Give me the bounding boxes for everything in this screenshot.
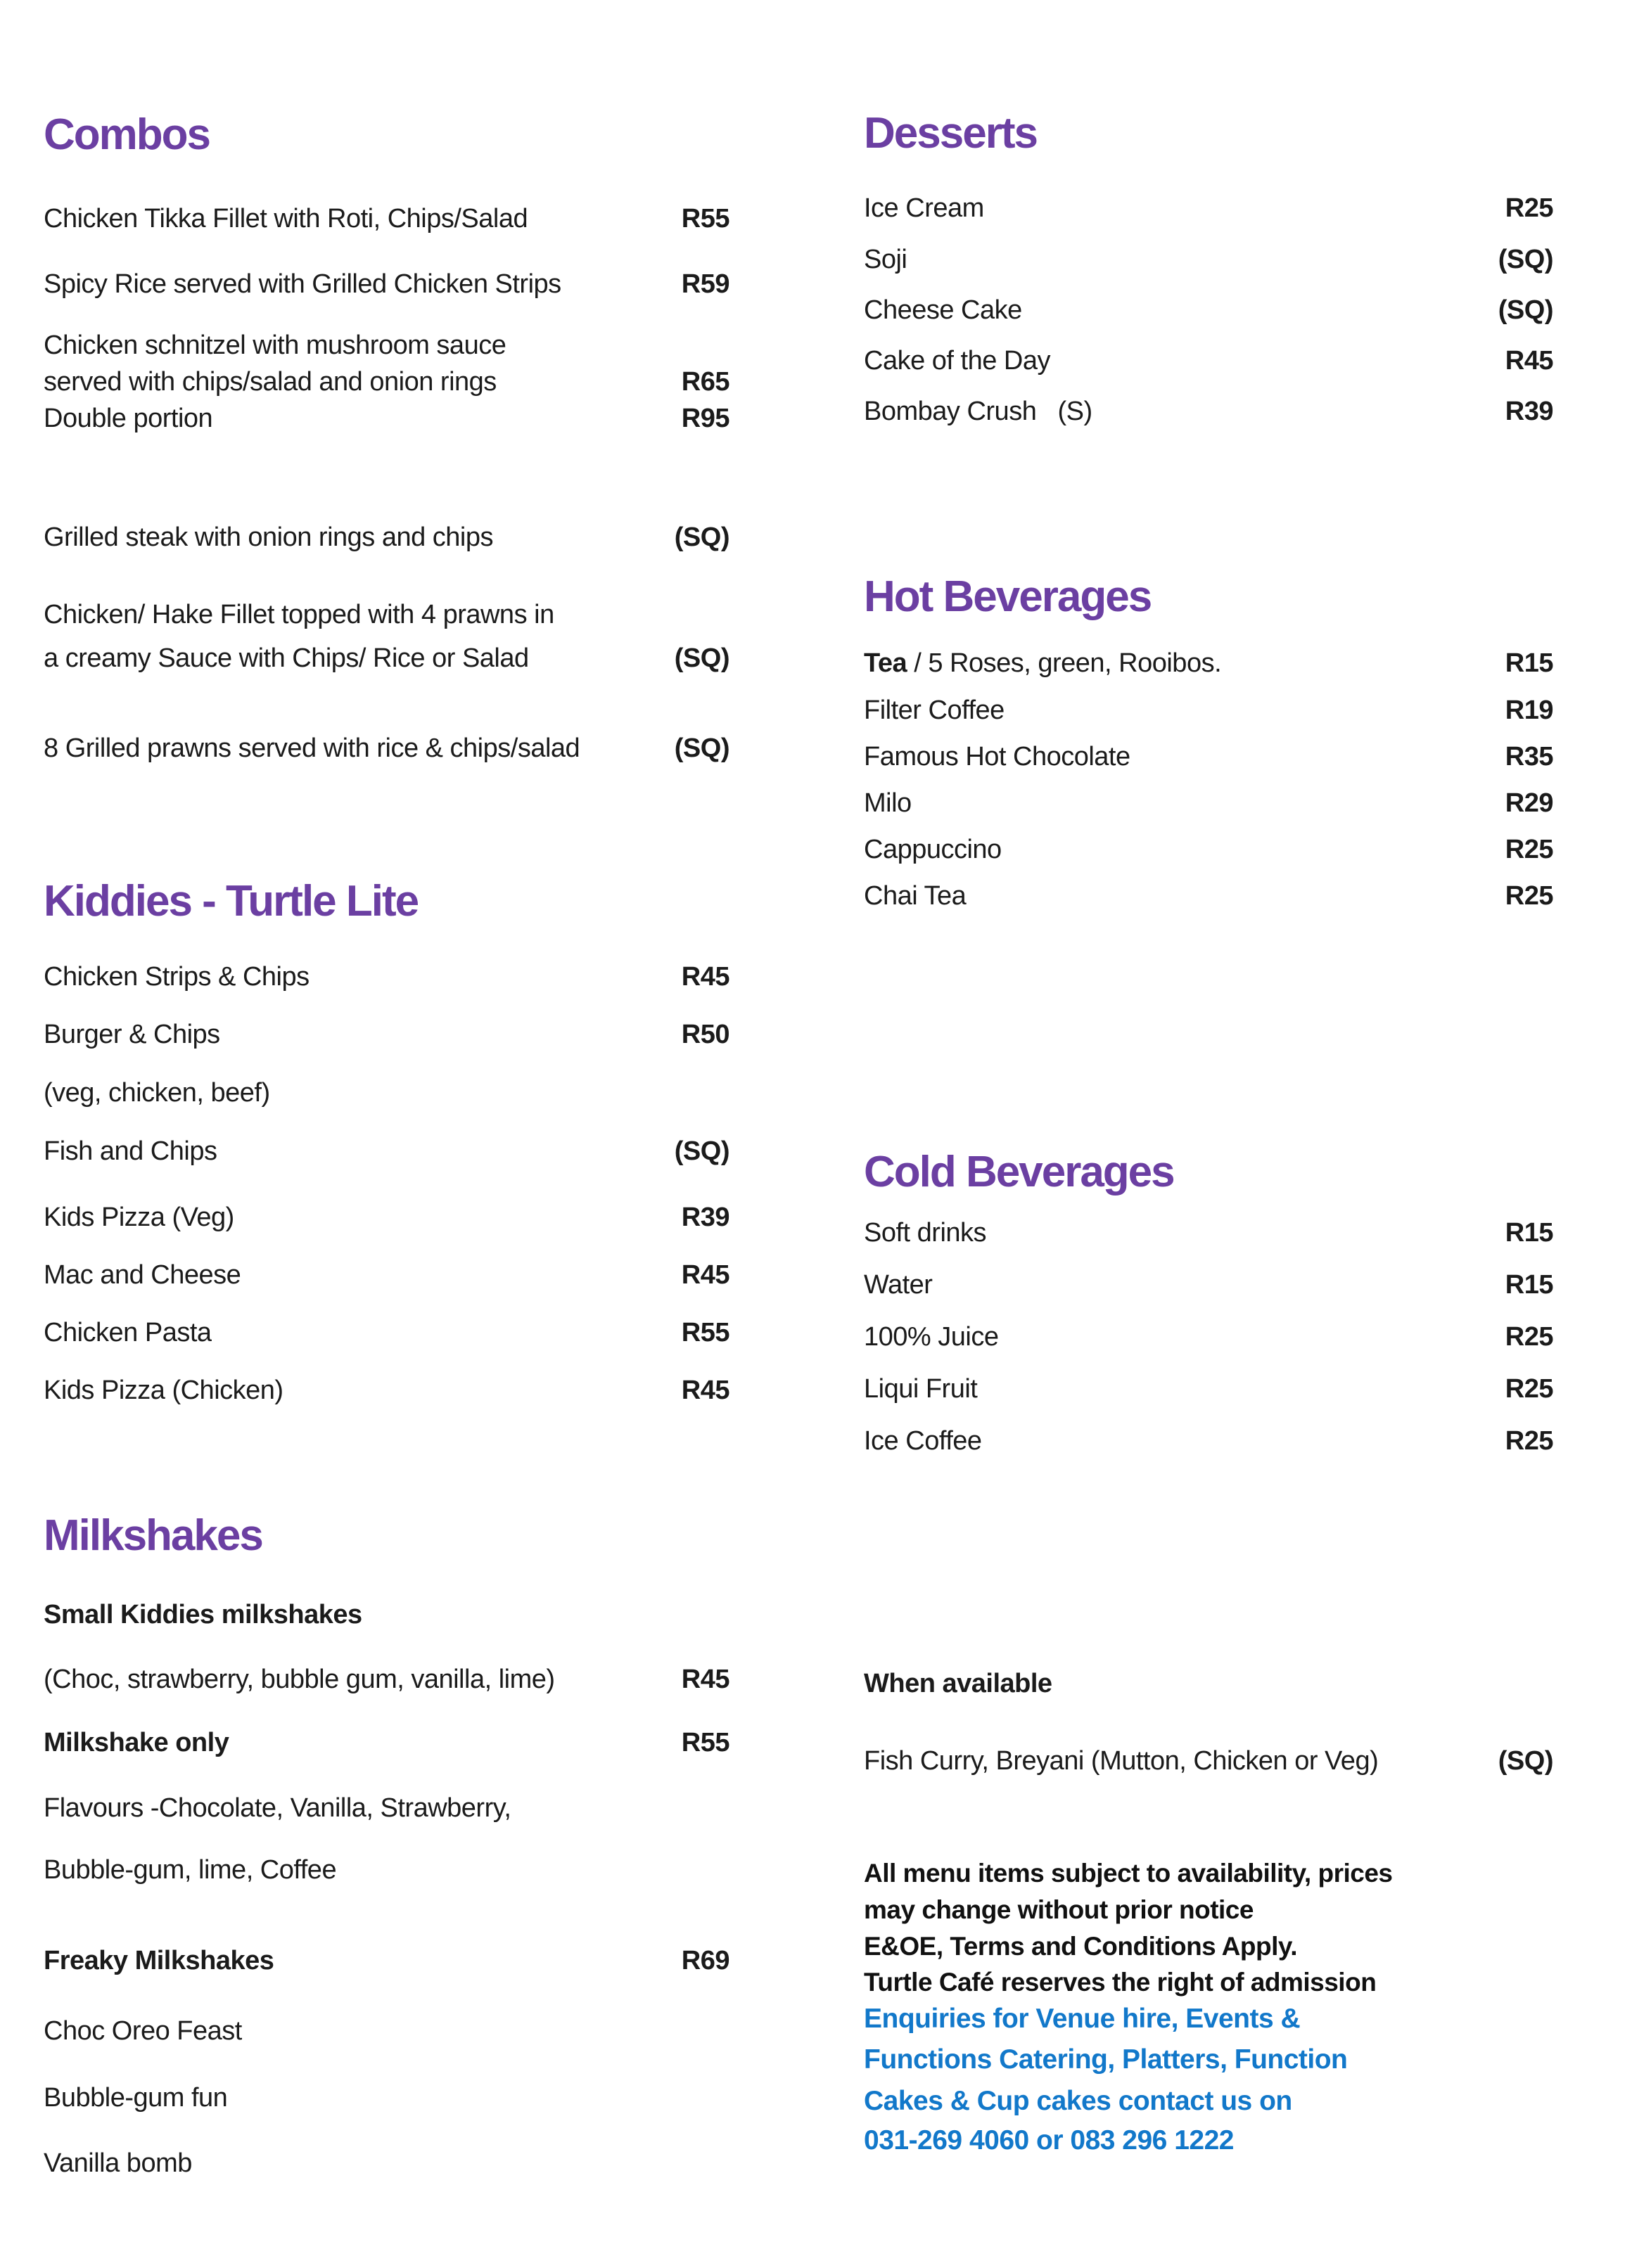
enquiries-line: Enquiries for Venue hire, Events & xyxy=(864,2004,1301,2034)
item-name: Kids Pizza (Chicken) xyxy=(44,1376,283,1405)
menu-item-row xyxy=(44,961,729,993)
item-price: R25 xyxy=(1505,1374,1553,1404)
item-name: Cappuccino xyxy=(864,835,1002,864)
item-price: R25 xyxy=(1505,1426,1553,1456)
menu-item-row xyxy=(44,366,729,398)
menu-item-row xyxy=(864,694,1553,726)
menu-item-row xyxy=(44,1201,729,1234)
enquiries-line: Functions Catering, Platters, Function xyxy=(864,2044,1348,2075)
item-price: R19 xyxy=(1505,696,1553,725)
item-price: R25 xyxy=(1505,835,1553,864)
item-price: R39 xyxy=(1505,397,1553,426)
menu-item-row xyxy=(44,642,729,674)
menu-item-row xyxy=(864,1745,1553,1777)
menu-item-row xyxy=(44,1077,729,1109)
item-name: 8 Grilled prawns served with rice & chips/salad xyxy=(44,733,580,763)
menu-item-row xyxy=(44,1259,729,1291)
section-title-cold-beverages: Cold Beverages xyxy=(864,1148,1174,1196)
menu-item-row xyxy=(44,2082,729,2114)
item-name: Chicken Pasta xyxy=(44,1318,212,1347)
item-name: (Choc, strawberry, bubble gum, vanilla, lime) xyxy=(44,1665,555,1694)
menu-item-row xyxy=(44,521,729,553)
menu-item-row xyxy=(44,1018,729,1051)
item-name: Water xyxy=(864,1270,933,1300)
section-title-desserts: Desserts xyxy=(864,109,1037,158)
notice-line: E&OE, Terms and Conditions Apply. xyxy=(864,1932,1297,1961)
item-price: (SQ) xyxy=(674,1136,729,1166)
section-title-hot-beverages: Hot Beverages xyxy=(864,572,1152,621)
menu-item-row xyxy=(44,329,729,361)
menu-item-row xyxy=(44,268,729,300)
item-price: R15 xyxy=(1505,648,1553,678)
menu-item-row xyxy=(864,345,1553,377)
menu-item-row xyxy=(864,1217,1553,1249)
item-price: R55 xyxy=(681,1728,729,1757)
item-name: Cake of the Day xyxy=(864,346,1050,376)
item-name: Fish Curry, Breyani (Mutton, Chicken or Veg) xyxy=(864,1746,1379,1776)
menu-item-row xyxy=(44,1663,729,1696)
item-name: Choc Oreo Feast xyxy=(44,2016,242,2046)
item-name: Mac and Cheese xyxy=(44,1260,241,1290)
item-name: Freaky Milkshakes xyxy=(44,1946,274,1975)
item-price: R29 xyxy=(1505,788,1553,818)
menu-item-row xyxy=(44,2147,729,2179)
item-price: R50 xyxy=(681,1020,729,1049)
menu-item-row xyxy=(864,1321,1553,1353)
item-price: R35 xyxy=(1505,742,1553,771)
item-name-rest: / 5 Roses, green, Rooibos. xyxy=(914,648,1222,678)
menu-item-row xyxy=(44,402,729,435)
enquiries-line: Cakes & Cup cakes contact us on xyxy=(864,2086,1292,2116)
menu-item-row xyxy=(44,1599,729,1631)
menu-item-row xyxy=(864,833,1553,866)
item-name: Liqui Fruit xyxy=(864,1374,978,1404)
item-name: 100% Juice xyxy=(864,1322,999,1352)
menu-item-row xyxy=(864,192,1553,224)
item-price: R65 xyxy=(681,367,729,397)
phone-numbers: 031-269 4060 or 083 296 1222 xyxy=(864,2125,1234,2155)
item-price: R15 xyxy=(1505,1270,1553,1300)
item-name: Grilled steak with onion rings and chips xyxy=(44,523,494,552)
menu-item-row xyxy=(44,1316,729,1349)
item-price: (SQ) xyxy=(674,523,729,552)
section-title-kiddies: Kiddies - Turtle Lite xyxy=(44,877,419,925)
item-name: a creamy Sauce with Chips/ Rice or Salad xyxy=(44,643,529,673)
item-price: R45 xyxy=(1505,346,1553,376)
item-name: Soft drinks xyxy=(864,1218,987,1248)
item-price: R59 xyxy=(681,269,729,299)
item-price: (SQ) xyxy=(1498,295,1553,325)
item-price: (SQ) xyxy=(674,733,729,763)
item-name: Soji xyxy=(864,245,907,274)
item-price: (SQ) xyxy=(674,643,729,673)
item-price: (SQ) xyxy=(1498,1746,1553,1776)
item-name: Kids Pizza (Veg) xyxy=(44,1203,234,1232)
section-title-combos: Combos xyxy=(44,110,210,159)
menu-item-row xyxy=(44,598,729,631)
item-name: Burger & Chips xyxy=(44,1020,220,1049)
item-name: Milkshake only xyxy=(44,1728,229,1757)
item-price: R55 xyxy=(681,1318,729,1347)
item-price: R25 xyxy=(1505,193,1553,223)
notice-line: Turtle Café reserves the right of admission xyxy=(864,1968,1377,1997)
item-price: R25 xyxy=(1505,881,1553,911)
item-name: Milo xyxy=(864,788,912,818)
item-price: R45 xyxy=(681,1376,729,1405)
item-name: Ice Cream xyxy=(864,193,984,223)
item-name: Spicy Rice served with Grilled Chicken Strips xyxy=(44,269,561,299)
item-price: R95 xyxy=(681,404,729,433)
item-name: Ice Coffee xyxy=(864,1426,982,1456)
item-price: (SQ) xyxy=(1498,245,1553,274)
section-title-when-available: When available xyxy=(864,1669,1052,1698)
menu-item-row xyxy=(864,647,1553,679)
item-name: (veg, chicken, beef) xyxy=(44,1078,270,1108)
menu-item-row xyxy=(44,1854,729,1886)
item-name: Bombay Crush (S) xyxy=(864,397,1092,426)
item-price: R45 xyxy=(681,1665,729,1694)
menu-item-row xyxy=(864,395,1553,428)
item-name: Filter Coffee xyxy=(864,696,1005,725)
item-name: Chicken/ Hake Fillet topped with 4 prawns in xyxy=(44,600,554,629)
item-name: Chai Tea xyxy=(864,881,967,911)
menu-item-row xyxy=(44,1792,729,1824)
item-name: Cheese Cake xyxy=(864,295,1022,325)
item-price: R55 xyxy=(681,204,729,233)
item-price: R39 xyxy=(681,1203,729,1232)
item-name: served with chips/salad and onion rings xyxy=(44,367,497,397)
item-price: R45 xyxy=(681,1260,729,1290)
notice-line: may change without prior notice xyxy=(864,1895,1254,1924)
menu-item-row xyxy=(864,243,1553,276)
item-name: Chicken Strips & Chips xyxy=(44,962,310,992)
menu-item-row xyxy=(44,1135,729,1167)
menu-item-row xyxy=(864,1269,1553,1301)
item-name-bold-prefix: Tea xyxy=(864,648,914,678)
menu-item-row xyxy=(864,294,1553,326)
menu-item-row xyxy=(864,741,1553,773)
notice-line: All menu items subject to availability, prices xyxy=(864,1859,1393,1888)
item-name: Chicken Tikka Fillet with Roti, Chips/Salad xyxy=(44,204,528,233)
item-name: Fish and Chips xyxy=(44,1136,217,1166)
item-name: Double portion xyxy=(44,404,213,433)
menu-item-row xyxy=(44,732,729,764)
item-name: Bubble-gum fun xyxy=(44,2083,228,2113)
item-name: Vanilla bomb xyxy=(44,2148,192,2178)
menu-item-row xyxy=(864,787,1553,819)
menu-item-row xyxy=(44,2015,729,2047)
menu-item-row xyxy=(864,1425,1553,1457)
item-price: R15 xyxy=(1505,1218,1553,1248)
item-name: Chicken schnitzel with mushroom sauce xyxy=(44,331,506,360)
item-name: Bubble-gum, lime, Coffee xyxy=(44,1855,337,1885)
menu-item-row xyxy=(44,1374,729,1407)
menu-item-row xyxy=(864,1373,1553,1405)
menu-item-row xyxy=(44,1726,729,1759)
item-name: Famous Hot Chocolate xyxy=(864,742,1130,771)
item-name: Flavours -Chocolate, Vanilla, Strawberry, xyxy=(44,1793,511,1823)
item-name: Small Kiddies milkshakes xyxy=(44,1600,362,1629)
item-price: R25 xyxy=(1505,1322,1553,1352)
item-name xyxy=(864,647,1221,679)
menu-item-row xyxy=(44,203,729,235)
item-price: R69 xyxy=(681,1946,729,1975)
item-price: R45 xyxy=(681,962,729,992)
menu-item-row xyxy=(864,880,1553,912)
menu-item-row xyxy=(44,1945,729,1977)
section-title-milkshakes: Milkshakes xyxy=(44,1511,262,1560)
